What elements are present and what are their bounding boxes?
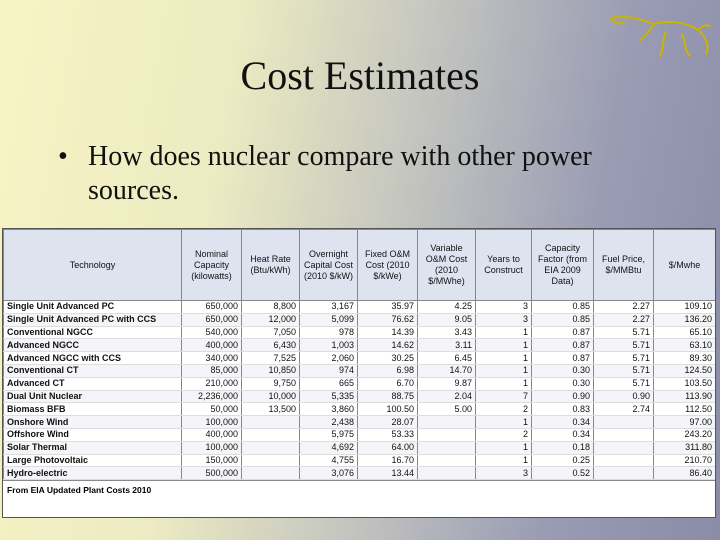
- table-cell: 6.45: [418, 352, 476, 365]
- table-cell: [594, 467, 654, 480]
- table-cell: 86.40: [654, 467, 716, 480]
- table-cell: 13.44: [358, 467, 418, 480]
- technology-cell: Advanced NGCC: [4, 339, 182, 352]
- table-cell: 50,000: [182, 403, 242, 416]
- table-cell: 16.70: [358, 454, 418, 467]
- table-cell: [242, 467, 300, 480]
- table-row: [4, 352, 716, 365]
- technology-cell: Hydro-electric: [4, 467, 182, 480]
- table-cell: 8,800: [242, 301, 300, 314]
- table-cell: 5,099: [300, 313, 358, 326]
- table-header-cell: $/Mwhe: [654, 230, 716, 301]
- table-cell: 53.33: [358, 428, 418, 441]
- table-cell: 10,850: [242, 364, 300, 377]
- table-cell: 0.87: [532, 352, 594, 365]
- table-cell: 0.30: [532, 364, 594, 377]
- table-cell: [418, 454, 476, 467]
- technology-cell: Advanced CT: [4, 377, 182, 390]
- table-row: [4, 441, 716, 454]
- bullet-marker: •: [58, 141, 68, 172]
- table-cell: 1: [476, 377, 532, 390]
- table-cell: 112.50: [654, 403, 716, 416]
- table-header-cell: Capacity Factor (from EIA 2009 Data): [532, 230, 594, 301]
- bullet-text: How does nuclear compare with other power sources.: [88, 141, 592, 206]
- table-cell: 9.87: [418, 377, 476, 390]
- table-cell: 5.00: [418, 403, 476, 416]
- table-cell: 1: [476, 441, 532, 454]
- table-cell: 100.50: [358, 403, 418, 416]
- table-cell: 1,003: [300, 339, 358, 352]
- table-cell: 28.07: [358, 416, 418, 429]
- table-cell: 0.87: [532, 339, 594, 352]
- table-cell: 210.70: [654, 454, 716, 467]
- table-cell: [242, 416, 300, 429]
- table-cell: 12,000: [242, 313, 300, 326]
- table-cell: 5.71: [594, 364, 654, 377]
- technology-cell: Single Unit Advanced PC: [4, 301, 182, 314]
- cost-table-image: [2, 228, 716, 518]
- table-cell: 540,000: [182, 326, 242, 339]
- table-cell: 63.10: [654, 339, 716, 352]
- table-cell: 0.34: [532, 416, 594, 429]
- table-cell: 88.75: [358, 390, 418, 403]
- table-cell: 2,438: [300, 416, 358, 429]
- cost-table: [3, 229, 716, 480]
- table-cell: 64.00: [358, 441, 418, 454]
- table-cell: 3: [476, 301, 532, 314]
- technology-cell: Advanced NGCC with CCS: [4, 352, 182, 365]
- table-cell: 978: [300, 326, 358, 339]
- table-cell: [594, 416, 654, 429]
- table-cell: 7,050: [242, 326, 300, 339]
- table-cell: 1: [476, 352, 532, 365]
- table-cell: 6.70: [358, 377, 418, 390]
- table-cell: 150,000: [182, 454, 242, 467]
- table-cell: 2.74: [594, 403, 654, 416]
- table-header-cell: Overnight Capital Cost (2010 $/kW): [300, 230, 358, 301]
- table-cell: 3,167: [300, 301, 358, 314]
- table-cell: 103.50: [654, 377, 716, 390]
- table-cell: 2,060: [300, 352, 358, 365]
- table-cell: [594, 428, 654, 441]
- table-cell: 665: [300, 377, 358, 390]
- table-cell: 650,000: [182, 313, 242, 326]
- table-row: [4, 301, 716, 314]
- table-header-cell: Fixed O&M Cost (2010 $/kWe): [358, 230, 418, 301]
- table-row: [4, 467, 716, 480]
- table-cell: 2.04: [418, 390, 476, 403]
- table-row: [4, 390, 716, 403]
- table-row: [4, 416, 716, 429]
- table-cell: 1: [476, 416, 532, 429]
- table-cell: 113.90: [654, 390, 716, 403]
- technology-cell: Conventional CT: [4, 364, 182, 377]
- table-cell: 14.70: [418, 364, 476, 377]
- table-cell: 109.10: [654, 301, 716, 314]
- table-cell: 0.90: [532, 390, 594, 403]
- table-cell: 5.71: [594, 339, 654, 352]
- table-cell: 0.30: [532, 377, 594, 390]
- table-row: [4, 364, 716, 377]
- table-cell: [242, 441, 300, 454]
- table-cell: 2,236,000: [182, 390, 242, 403]
- table-cell: 3.11: [418, 339, 476, 352]
- table-cell: [418, 441, 476, 454]
- table-cell: 100,000: [182, 441, 242, 454]
- table-cell: 100,000: [182, 416, 242, 429]
- slide-title: Cost Estimates: [240, 53, 480, 98]
- table-cell: 14.62: [358, 339, 418, 352]
- table-cell: 85,000: [182, 364, 242, 377]
- table-cell: 0.18: [532, 441, 594, 454]
- table-cell: 3,076: [300, 467, 358, 480]
- table-cell: 65.10: [654, 326, 716, 339]
- table-body: [4, 301, 716, 480]
- table-row: [4, 428, 716, 441]
- table-cell: 7,525: [242, 352, 300, 365]
- table-cell: 0.52: [532, 467, 594, 480]
- table-cell: 3,860: [300, 403, 358, 416]
- table-cell: 400,000: [182, 428, 242, 441]
- table-cell: 5.71: [594, 326, 654, 339]
- table-cell: 0.85: [532, 301, 594, 314]
- table-cell: 6.98: [358, 364, 418, 377]
- table-header-cell: Heat Rate (Btu/kWh): [242, 230, 300, 301]
- table-cell: 97.00: [654, 416, 716, 429]
- table-cell: 650,000: [182, 301, 242, 314]
- technology-cell: Biomass BFB: [4, 403, 182, 416]
- table-cell: 243.20: [654, 428, 716, 441]
- table-cell: 13,500: [242, 403, 300, 416]
- table-row: [4, 326, 716, 339]
- table-cell: 2.27: [594, 313, 654, 326]
- table-header-cell: Years to Construct: [476, 230, 532, 301]
- technology-cell: Large Photovoltaic: [4, 454, 182, 467]
- table-cell: 5,975: [300, 428, 358, 441]
- table-cell: 89.30: [654, 352, 716, 365]
- table-cell: [418, 428, 476, 441]
- table-cell: 6,430: [242, 339, 300, 352]
- table-header-row: [4, 230, 716, 301]
- table-source-note: From EIA Updated Plant Costs 2010: [3, 480, 715, 499]
- table-cell: 35.97: [358, 301, 418, 314]
- table-cell: 0.85: [532, 313, 594, 326]
- table-cell: 2.27: [594, 301, 654, 314]
- table-cell: 974: [300, 364, 358, 377]
- table-cell: 2: [476, 403, 532, 416]
- table-cell: [418, 467, 476, 480]
- table-cell: 500,000: [182, 467, 242, 480]
- table-cell: 76.62: [358, 313, 418, 326]
- table-row: [4, 313, 716, 326]
- table-cell: 10,000: [242, 390, 300, 403]
- table-cell: 0.90: [594, 390, 654, 403]
- table-row: [4, 339, 716, 352]
- table-cell: 3: [476, 313, 532, 326]
- table-cell: 14.39: [358, 326, 418, 339]
- table-cell: 210,000: [182, 377, 242, 390]
- table-cell: 4,755: [300, 454, 358, 467]
- technology-cell: Offshore Wind: [4, 428, 182, 441]
- table-cell: 7: [476, 390, 532, 403]
- table-cell: 1: [476, 339, 532, 352]
- table-cell: 9,750: [242, 377, 300, 390]
- table-header-cell: Nominal Capacity (kilowatts): [182, 230, 242, 301]
- table-cell: 0.83: [532, 403, 594, 416]
- table-cell: [242, 454, 300, 467]
- table-cell: 0.25: [532, 454, 594, 467]
- table-cell: [594, 454, 654, 467]
- table-row: [4, 403, 716, 416]
- technology-cell: Conventional NGCC: [4, 326, 182, 339]
- table-row: [4, 454, 716, 467]
- table-cell: 0.87: [532, 326, 594, 339]
- table-cell: 5,335: [300, 390, 358, 403]
- table-cell: 30.25: [358, 352, 418, 365]
- table-row: [4, 377, 716, 390]
- technology-cell: Dual Unit Nuclear: [4, 390, 182, 403]
- table-cell: 136.20: [654, 313, 716, 326]
- technology-cell: Onshore Wind: [4, 416, 182, 429]
- table-cell: 340,000: [182, 352, 242, 365]
- table-cell: [594, 441, 654, 454]
- table-cell: 3.43: [418, 326, 476, 339]
- table-header-cell: Technology: [4, 230, 182, 301]
- table-cell: 5.71: [594, 352, 654, 365]
- table-cell: 2: [476, 428, 532, 441]
- table-cell: 5.71: [594, 377, 654, 390]
- table-cell: 1: [476, 326, 532, 339]
- table-cell: 124.50: [654, 364, 716, 377]
- table-cell: 311.80: [654, 441, 716, 454]
- table-cell: 9.05: [418, 313, 476, 326]
- table-header-cell: Fuel Price, $/MMBtu: [594, 230, 654, 301]
- table-cell: 1: [476, 364, 532, 377]
- table-cell: 4,692: [300, 441, 358, 454]
- table-cell: 4.25: [418, 301, 476, 314]
- table-header-cell: Variable O&M Cost (2010 $/MWhe): [418, 230, 476, 301]
- table-cell: [242, 428, 300, 441]
- table-cell: 0.34: [532, 428, 594, 441]
- technology-cell: Single Unit Advanced PC with CCS: [4, 313, 182, 326]
- table-cell: [418, 416, 476, 429]
- table-cell: 400,000: [182, 339, 242, 352]
- table-cell: 3: [476, 467, 532, 480]
- technology-cell: Solar Thermal: [4, 441, 182, 454]
- table-cell: 1: [476, 454, 532, 467]
